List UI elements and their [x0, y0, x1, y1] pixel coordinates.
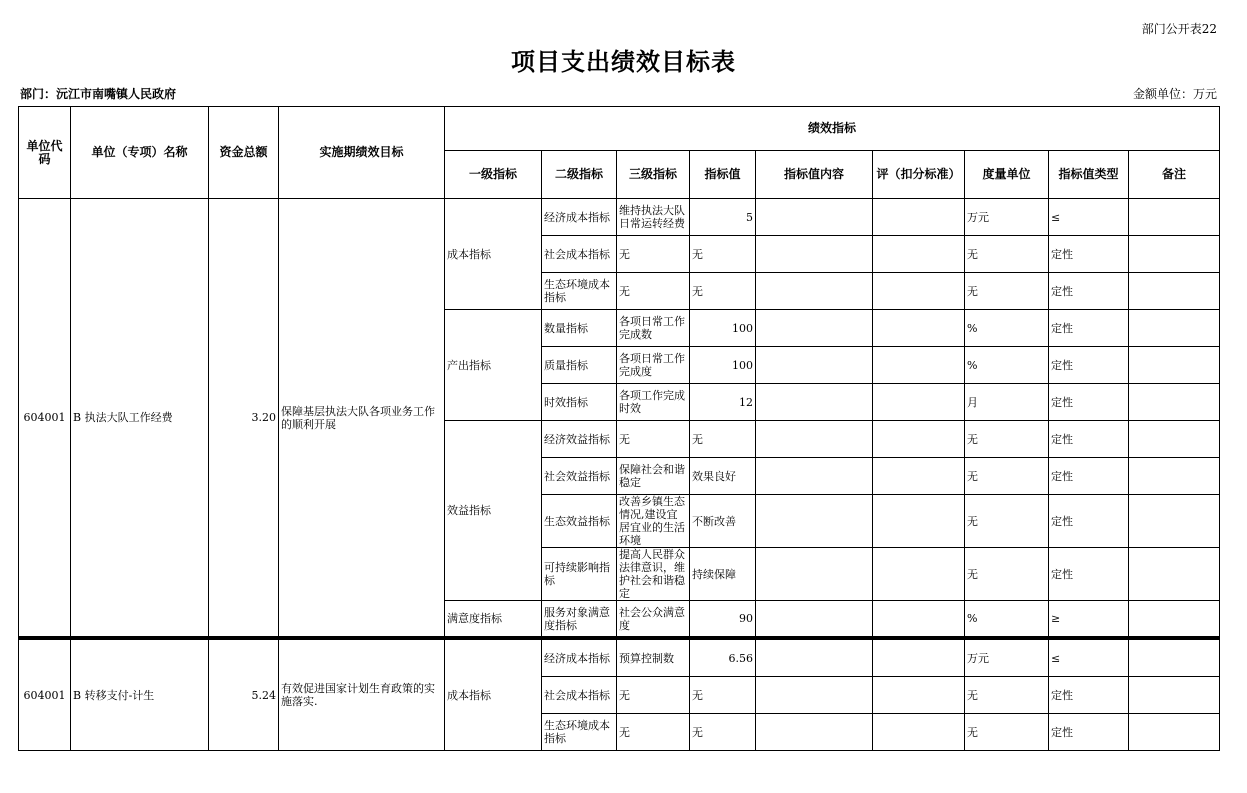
measure-unit-cell: 无 [965, 677, 1049, 714]
value-content-cell [756, 640, 873, 677]
page-title: 项目支出绩效目标表 [511, 48, 736, 76]
level3-cell: 各项工作完成时效 [617, 384, 690, 421]
goal-cell: 有效促进国家计划生育政策的实施落实. [279, 640, 445, 751]
value-cell: 无 [690, 273, 756, 310]
scoring-cell [873, 273, 965, 310]
value-type-cell: 定性 [1049, 458, 1129, 495]
remark-cell [1129, 199, 1220, 236]
level2-cell: 质量指标 [542, 347, 617, 384]
remark-cell [1129, 714, 1220, 751]
remark-cell [1129, 273, 1220, 310]
level2-cell: 经济效益指标 [542, 421, 617, 458]
level2-cell: 生态环境成本指标 [542, 714, 617, 751]
scoring-cell [873, 236, 965, 273]
scoring-cell [873, 640, 965, 677]
level2-cell: 生态环境成本指标 [542, 273, 617, 310]
level3-cell: 社会公众满意度 [617, 601, 690, 638]
header-level2: 二级指标 [542, 151, 617, 199]
level3-cell: 无 [617, 236, 690, 273]
scoring-cell [873, 384, 965, 421]
scoring-cell [873, 421, 965, 458]
value-content-cell [756, 421, 873, 458]
scoring-cell [873, 601, 965, 638]
value-type-cell: 定性 [1049, 495, 1129, 548]
header-level1: 一级指标 [445, 151, 542, 199]
remark-cell [1129, 310, 1220, 347]
scoring-cell [873, 347, 965, 384]
measure-unit-cell: 无 [965, 273, 1049, 310]
header-value-content: 指标值内容 [756, 151, 873, 199]
value-type-cell: ≤ [1049, 640, 1129, 677]
remark-cell [1129, 384, 1220, 421]
level3-cell: 提高人民群众法律意识，维护社会和谐稳定 [617, 548, 690, 601]
level1-cell: 效益指标 [445, 421, 542, 601]
header-level3: 三级指标 [617, 151, 690, 199]
level2-cell: 经济成本指标 [542, 199, 617, 236]
value-content-cell [756, 384, 873, 421]
value-type-cell: 定性 [1049, 548, 1129, 601]
measure-unit-cell: 月 [965, 384, 1049, 421]
remark-cell [1129, 458, 1220, 495]
level2-cell: 社会成本指标 [542, 236, 617, 273]
amount-unit-label: 金额单位：万元 [1132, 87, 1217, 101]
value-content-cell [756, 601, 873, 638]
value-cell: 无 [690, 421, 756, 458]
level3-cell: 无 [617, 714, 690, 751]
level3-cell: 无 [617, 421, 690, 458]
value-cell: 不断改善 [690, 495, 756, 548]
value-type-cell: 定性 [1049, 714, 1129, 751]
value-content-cell [756, 495, 873, 548]
scoring-cell [873, 495, 965, 548]
value-type-cell: 定性 [1049, 347, 1129, 384]
measure-unit-cell: 无 [965, 495, 1049, 548]
scoring-cell [873, 677, 965, 714]
goal-cell: 保障基层执法大队各项业务工作的顺利开展 [279, 199, 445, 638]
header-total-funds: 资金总额 [209, 107, 279, 199]
remark-cell [1129, 236, 1220, 273]
scoring-cell [873, 199, 965, 236]
value-cell: 100 [690, 310, 756, 347]
level3-cell: 无 [617, 677, 690, 714]
value-content-cell [756, 347, 873, 384]
level2-cell: 服务对象满意度指标 [542, 601, 617, 638]
header-name: 单位（专项）名称 [71, 107, 209, 199]
level2-cell: 可持续影响指标 [542, 548, 617, 601]
value-cell: 持续保障 [690, 548, 756, 601]
remark-cell [1129, 548, 1220, 601]
level1-cell: 成本指标 [445, 640, 542, 751]
unit-code-cell: 604001 [19, 640, 71, 751]
value-content-cell [756, 548, 873, 601]
value-cell: 无 [690, 714, 756, 751]
value-type-cell: 定性 [1049, 421, 1129, 458]
header-value-type: 指标值类型 [1049, 151, 1129, 199]
level2-cell: 社会成本指标 [542, 677, 617, 714]
header-goal: 实施期绩效目标 [279, 107, 445, 199]
value-type-cell: 定性 [1049, 677, 1129, 714]
value-cell: 100 [690, 347, 756, 384]
remark-cell [1129, 601, 1220, 638]
header-measure-unit: 度量单位 [965, 151, 1049, 199]
level2-cell: 社会效益指标 [542, 458, 617, 495]
scoring-cell [873, 714, 965, 751]
measure-unit-cell: % [965, 310, 1049, 347]
measure-unit-cell: 无 [965, 236, 1049, 273]
header-value: 指标值 [690, 151, 756, 199]
level3-cell: 各项日常工作完成度 [617, 347, 690, 384]
value-cell: 效果良好 [690, 458, 756, 495]
value-content-cell [756, 458, 873, 495]
measure-unit-cell: 无 [965, 714, 1049, 751]
level3-cell: 维持执法大队日常运转经费 [617, 199, 690, 236]
value-content-cell [756, 714, 873, 751]
measure-unit-cell: 无 [965, 421, 1049, 458]
remark-cell [1129, 421, 1220, 458]
level1-cell: 成本指标 [445, 199, 542, 310]
value-content-cell [756, 199, 873, 236]
level2-cell: 时效指标 [542, 384, 617, 421]
table-row [19, 199, 1220, 236]
value-cell: 12 [690, 384, 756, 421]
level3-cell: 改善乡镇生态情况,建设宜居宜业的生活环境 [617, 495, 690, 548]
header-performance: 绩效指标 [445, 107, 1220, 151]
value-type-cell: 定性 [1049, 273, 1129, 310]
value-type-cell: 定性 [1049, 384, 1129, 421]
value-type-cell: 定性 [1049, 310, 1129, 347]
level2-cell: 经济成本指标 [542, 640, 617, 677]
value-cell: 无 [690, 677, 756, 714]
measure-unit-cell: % [965, 347, 1049, 384]
header-scoring: 评（扣分标准） [873, 151, 965, 199]
header-remark: 备注 [1129, 151, 1220, 199]
level2-cell: 数量指标 [542, 310, 617, 347]
table-row [19, 640, 1220, 677]
level2-cell: 生态效益指标 [542, 495, 617, 548]
form-number: 部门公开表22 [1141, 22, 1217, 36]
amount-cell: 5.24 [209, 640, 279, 751]
department-label: 部门：沅江市南嘴镇人民政府 [20, 87, 177, 101]
measure-unit-cell: 无 [965, 548, 1049, 601]
value-content-cell [756, 310, 873, 347]
remark-cell [1129, 677, 1220, 714]
scoring-cell [873, 458, 965, 495]
level3-cell: 无 [617, 273, 690, 310]
remark-cell [1129, 640, 1220, 677]
value-cell: 无 [690, 236, 756, 273]
performance-table [18, 106, 1220, 751]
table-body [19, 199, 1220, 751]
level1-cell: 满意度指标 [445, 601, 542, 638]
scoring-cell [873, 548, 965, 601]
project-name-cell: B 转移支付-计生 [71, 640, 209, 751]
measure-unit-cell: 万元 [965, 199, 1049, 236]
measure-unit-cell: 万元 [965, 640, 1049, 677]
value-cell: 6.56 [690, 640, 756, 677]
value-cell: 90 [690, 601, 756, 638]
value-cell: 5 [690, 199, 756, 236]
level3-cell: 保障社会和谐稳定 [617, 458, 690, 495]
amount-cell: 3.20 [209, 199, 279, 638]
value-content-cell [756, 677, 873, 714]
scoring-cell [873, 310, 965, 347]
header-unit-code: 单位代码 [19, 107, 71, 199]
level3-cell: 预算控制数 [617, 640, 690, 677]
unit-code-cell: 604001 [19, 199, 71, 638]
measure-unit-cell: 无 [965, 458, 1049, 495]
remark-cell [1129, 495, 1220, 548]
measure-unit-cell: % [965, 601, 1049, 638]
value-content-cell [756, 236, 873, 273]
remark-cell [1129, 347, 1220, 384]
value-type-cell: ≤ [1049, 199, 1129, 236]
value-content-cell [756, 273, 873, 310]
value-type-cell: ≥ [1049, 601, 1129, 638]
value-type-cell: 定性 [1049, 236, 1129, 273]
level3-cell: 各项日常工作完成数 [617, 310, 690, 347]
project-name-cell: B 执法大队工作经费 [71, 199, 209, 638]
level1-cell: 产出指标 [445, 310, 542, 421]
